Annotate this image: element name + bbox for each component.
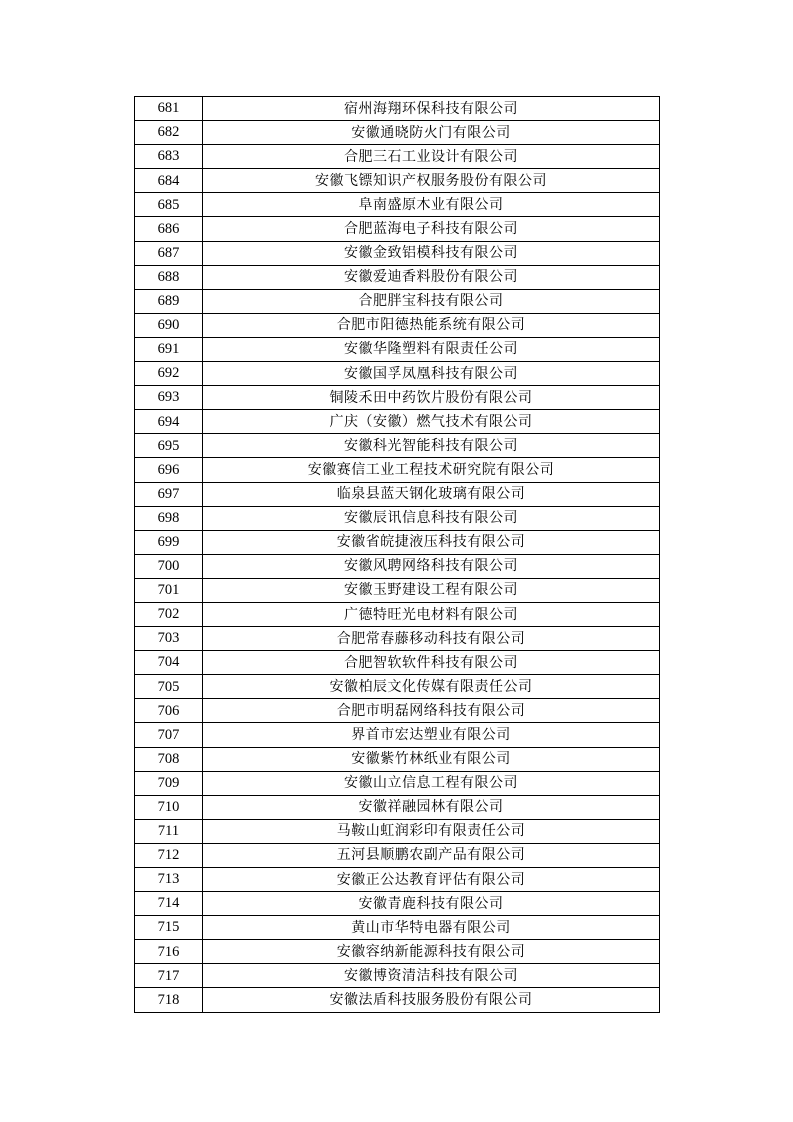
table-row	[135, 337, 660, 361]
company-name-cell: 安徽青鹿科技有限公司	[203, 892, 660, 916]
row-number-cell: 711	[135, 819, 203, 843]
row-number-cell: 705	[135, 675, 203, 699]
table-row	[135, 145, 660, 169]
row-number-cell: 707	[135, 723, 203, 747]
company-name-cell: 界首市宏达塑业有限公司	[203, 723, 660, 747]
table-row	[135, 241, 660, 265]
table-row	[135, 410, 660, 434]
row-number-cell: 699	[135, 530, 203, 554]
table-row	[135, 362, 660, 386]
row-number-cell: 712	[135, 843, 203, 867]
table-row	[135, 313, 660, 337]
table-row	[135, 217, 660, 241]
table-row	[135, 988, 660, 1012]
table-row	[135, 434, 660, 458]
table-row	[135, 699, 660, 723]
table-row	[135, 169, 660, 193]
table-row	[135, 819, 660, 843]
table-row	[135, 916, 660, 940]
company-name-cell: 安徽法盾科技服务股份有限公司	[203, 988, 660, 1012]
company-name-cell: 安徽容纳新能源科技有限公司	[203, 940, 660, 964]
table-row	[135, 892, 660, 916]
company-name-cell: 合肥蓝海电子科技有限公司	[203, 217, 660, 241]
row-number-cell: 694	[135, 410, 203, 434]
company-name-cell: 安徽祥融园林有限公司	[203, 795, 660, 819]
table-row	[135, 289, 660, 313]
company-name-cell: 五河县顺鹏农副产品有限公司	[203, 843, 660, 867]
table-row	[135, 795, 660, 819]
row-number-cell: 691	[135, 337, 203, 361]
company-name-cell: 安徽金致铝模科技有限公司	[203, 241, 660, 265]
table-row	[135, 843, 660, 867]
row-number-cell: 689	[135, 289, 203, 313]
row-number-cell: 687	[135, 241, 203, 265]
company-name-cell: 安徽紫竹林纸业有限公司	[203, 747, 660, 771]
table-row	[135, 940, 660, 964]
company-name-cell: 安徽爱迪香料股份有限公司	[203, 265, 660, 289]
company-name-cell: 安徽省皖捷液压科技有限公司	[203, 530, 660, 554]
company-name-cell: 合肥胖宝科技有限公司	[203, 289, 660, 313]
company-name-cell: 合肥智软软件科技有限公司	[203, 651, 660, 675]
row-number-cell: 702	[135, 602, 203, 626]
row-number-cell: 685	[135, 193, 203, 217]
table-row	[135, 530, 660, 554]
row-number-cell: 695	[135, 434, 203, 458]
table-row	[135, 193, 660, 217]
table-row	[135, 578, 660, 602]
company-name-cell: 安徽飞镖知识产权服务股份有限公司	[203, 169, 660, 193]
row-number-cell: 684	[135, 169, 203, 193]
company-name-cell: 安徽博资清洁科技有限公司	[203, 964, 660, 988]
company-name-cell: 安徽风聘网络科技有限公司	[203, 554, 660, 578]
table-row	[135, 458, 660, 482]
row-number-cell: 698	[135, 506, 203, 530]
table-row	[135, 771, 660, 795]
row-number-cell: 708	[135, 747, 203, 771]
table-row	[135, 627, 660, 651]
row-number-cell: 701	[135, 578, 203, 602]
company-list-body	[135, 97, 660, 1013]
company-name-cell: 安徽正公达教育评估有限公司	[203, 868, 660, 892]
row-number-cell: 715	[135, 916, 203, 940]
company-name-cell: 马鞍山虹润彩印有限责任公司	[203, 819, 660, 843]
row-number-cell: 688	[135, 265, 203, 289]
company-name-cell: 安徽通晓防火门有限公司	[203, 121, 660, 145]
table-row	[135, 868, 660, 892]
company-name-cell: 安徽柏辰文化传媒有限责任公司	[203, 675, 660, 699]
row-number-cell: 709	[135, 771, 203, 795]
company-name-cell: 铜陵禾田中药饮片股份有限公司	[203, 386, 660, 410]
row-number-cell: 713	[135, 868, 203, 892]
row-number-cell: 682	[135, 121, 203, 145]
row-number-cell: 693	[135, 386, 203, 410]
table-row	[135, 554, 660, 578]
company-name-cell: 合肥三石工业设计有限公司	[203, 145, 660, 169]
row-number-cell: 716	[135, 940, 203, 964]
table-row	[135, 651, 660, 675]
company-name-cell: 安徽华隆塑料有限责任公司	[203, 337, 660, 361]
table-row	[135, 386, 660, 410]
row-number-cell: 706	[135, 699, 203, 723]
row-number-cell: 714	[135, 892, 203, 916]
company-name-cell: 宿州海翔环保科技有限公司	[203, 97, 660, 121]
row-number-cell: 717	[135, 964, 203, 988]
company-name-cell: 阜南盛原木业有限公司	[203, 193, 660, 217]
table-row	[135, 675, 660, 699]
company-name-cell: 安徽玉野建设工程有限公司	[203, 578, 660, 602]
table-row	[135, 506, 660, 530]
row-number-cell: 683	[135, 145, 203, 169]
row-number-cell: 681	[135, 97, 203, 121]
company-name-cell: 黄山市华特电器有限公司	[203, 916, 660, 940]
company-name-cell: 合肥市明磊网络科技有限公司	[203, 699, 660, 723]
table-row	[135, 97, 660, 121]
table-row	[135, 265, 660, 289]
company-name-cell: 广德特旺光电材料有限公司	[203, 602, 660, 626]
row-number-cell: 718	[135, 988, 203, 1012]
row-number-cell: 704	[135, 651, 203, 675]
row-number-cell: 696	[135, 458, 203, 482]
row-number-cell: 697	[135, 482, 203, 506]
table-row	[135, 747, 660, 771]
company-list-table	[134, 96, 660, 1013]
company-name-cell: 安徽科光智能科技有限公司	[203, 434, 660, 458]
company-name-cell: 广庆（安徽）燃气技术有限公司	[203, 410, 660, 434]
company-name-cell: 合肥市阳德热能系统有限公司	[203, 313, 660, 337]
company-name-cell: 安徽辰讯信息科技有限公司	[203, 506, 660, 530]
row-number-cell: 703	[135, 627, 203, 651]
row-number-cell: 690	[135, 313, 203, 337]
company-name-cell: 安徽赛信工业工程技术研究院有限公司	[203, 458, 660, 482]
table-row	[135, 964, 660, 988]
company-name-cell: 安徽山立信息工程有限公司	[203, 771, 660, 795]
row-number-cell: 686	[135, 217, 203, 241]
company-name-cell: 安徽国孚凤凰科技有限公司	[203, 362, 660, 386]
table-row	[135, 602, 660, 626]
company-name-cell: 合肥常春藤移动科技有限公司	[203, 627, 660, 651]
row-number-cell: 700	[135, 554, 203, 578]
row-number-cell: 692	[135, 362, 203, 386]
table-row	[135, 723, 660, 747]
company-name-cell: 临泉县蓝天钢化玻璃有限公司	[203, 482, 660, 506]
table-row	[135, 482, 660, 506]
table-row	[135, 121, 660, 145]
row-number-cell: 710	[135, 795, 203, 819]
